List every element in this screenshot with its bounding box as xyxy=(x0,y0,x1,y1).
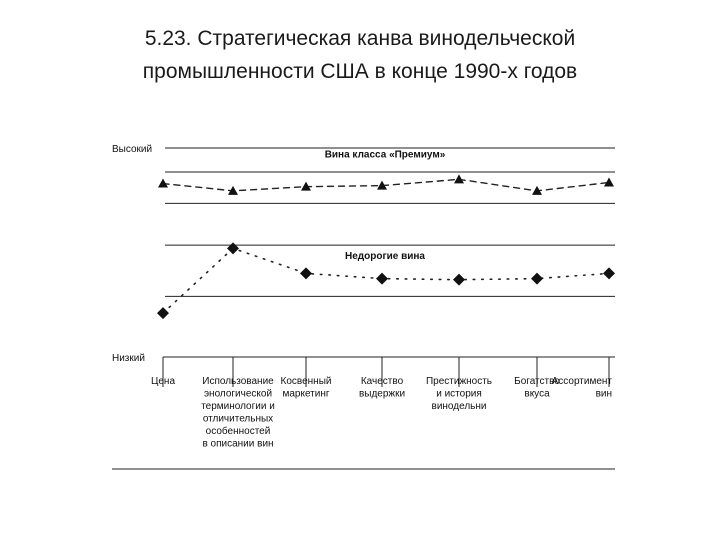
factor-label-2-line-2: энологической xyxy=(203,388,273,400)
budget-point-4 xyxy=(376,273,388,285)
title-line-2: промышленности США в конце 1990-х годов xyxy=(142,60,578,83)
factor-label-1-line-1: Цена xyxy=(150,376,176,387)
factor-label-5-line-3: винодельни xyxy=(431,401,487,412)
factor-label-2-line-5: особенностей xyxy=(205,426,271,437)
factor-label-6-line-2: вкуса xyxy=(524,388,550,400)
factor-label-5-line-1: Престижность xyxy=(425,376,493,387)
budget-point-6 xyxy=(531,273,543,285)
budget-point-3 xyxy=(300,267,312,279)
factor-label-3-line-1: Косвенный xyxy=(280,376,332,387)
series-label-premium: Вина класса «Премиум» xyxy=(324,149,446,161)
premium-point-7 xyxy=(604,177,614,186)
factor-label-4-line-2: выдержки xyxy=(358,388,406,400)
budget-point-7 xyxy=(603,267,615,279)
premium-point-1 xyxy=(158,179,168,188)
premium-point-5 xyxy=(454,174,464,183)
title-line-1: 5.23. Стратегическая канва винодельческой xyxy=(144,27,576,50)
factor-label-2-line-4: отличительных xyxy=(202,413,274,425)
factor-label-5-line-2: и история xyxy=(436,388,482,400)
budget-point-2 xyxy=(227,242,239,254)
factor-label-4-line-1: Качество xyxy=(360,376,404,387)
factor-label-3-line-2: маркетинг xyxy=(282,388,330,400)
y-label-low: Низкий xyxy=(112,353,145,364)
factor-label-2-line-3: терминологии и xyxy=(201,401,275,412)
series-label-budget: Недорогие вина xyxy=(344,250,426,262)
budget-point-1 xyxy=(157,307,169,319)
series-layer xyxy=(157,174,615,319)
chart-frame xyxy=(112,148,615,469)
y-label-high: Высокий xyxy=(112,144,153,155)
factor-label-7-line-1: Ассортимент xyxy=(551,376,612,387)
factor-label-2-line-1: Использование xyxy=(202,376,274,387)
factor-label-2-line-6: в описании вин xyxy=(202,438,274,450)
factor-label-7-line-2: вин xyxy=(595,388,612,400)
budget-point-5 xyxy=(453,274,465,286)
factor-label-6-line-1: Богатство xyxy=(514,376,560,387)
